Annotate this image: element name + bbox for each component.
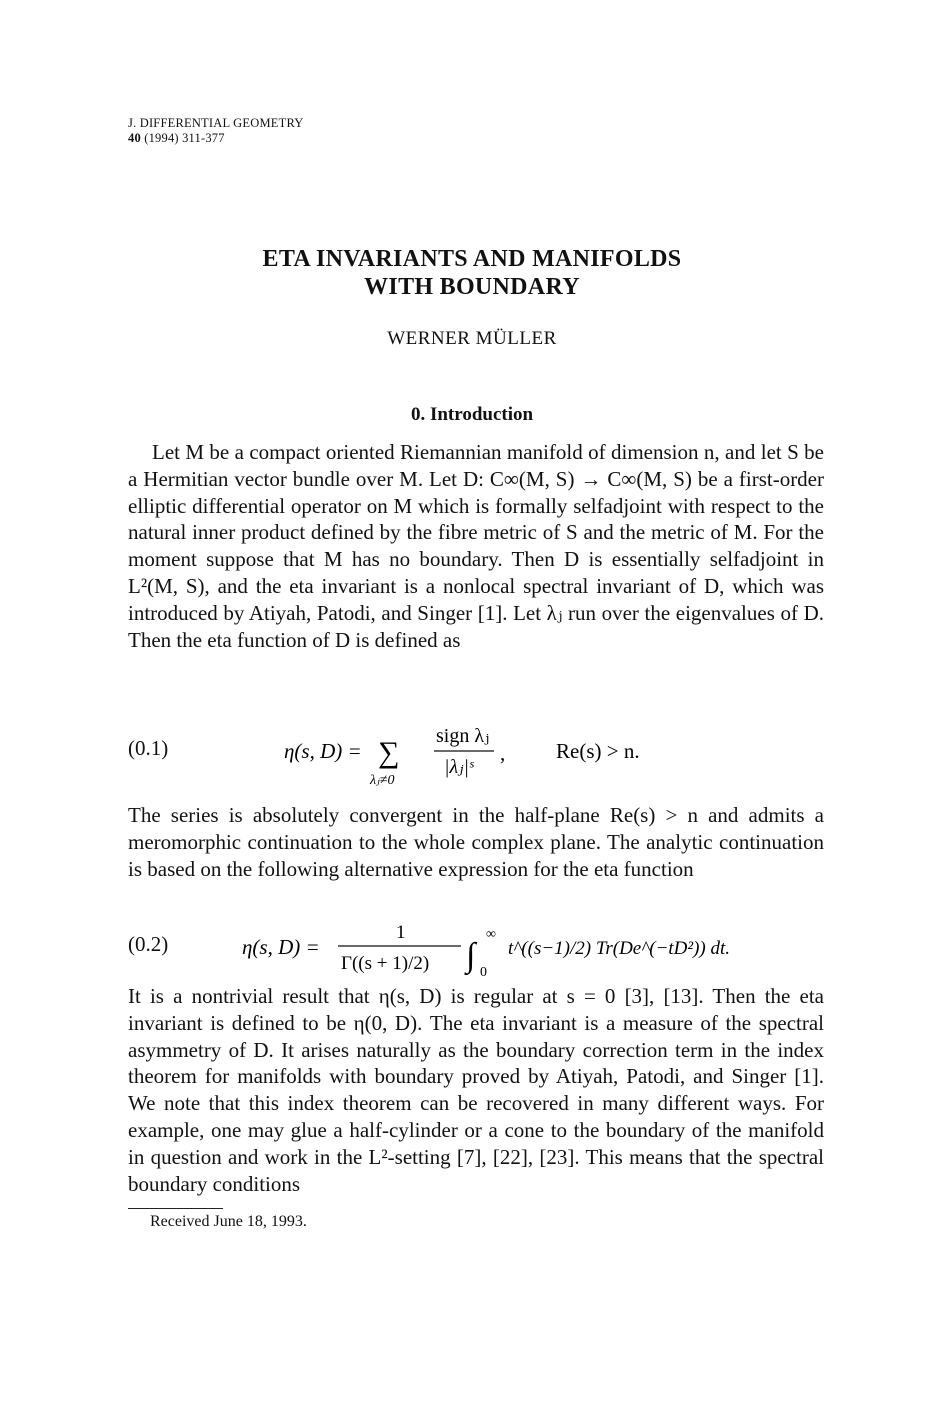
eq1-condition: Re(s) > n. [556, 739, 640, 763]
received-date-footnote: Received June 18, 1993. [150, 1213, 307, 1230]
intro-paragraph-1: Let M be a compact oriented Riemannian manifold of dimension n, and let S be a Hermitian vector bundle over M. Let D: C∞(M, S) → C∞(M, S) be a first-order elliptic differential operator on M which is formally selfadjoint with respect to the natural inner product defined by the fibre metric of S and the metric of M. For the moment suppose that M has no boundary. Then D is essentially selfadjoint in L²(M, S), and the eta invariant is a nonlocal spectral invariant of D, which was introduced by Atiyah, Patodi, and Singer [1]. Let λⱼ run over the eigenvalues of D. Then the eta function of D is defined as [128, 440, 824, 652]
eq1-comma: , [500, 741, 506, 765]
eq2-integral-symbol: ∫ [466, 937, 476, 974]
section-heading: 0. Introduction [410, 404, 534, 425]
equation-label-0-1: (0.1) [128, 736, 169, 760]
equation-0-1-math [264, 718, 824, 788]
eq1-sum-symbol: ∑ [378, 736, 400, 769]
author-name: WERNER MÜLLER [387, 328, 557, 349]
journal-issue-info: (1994) 311-377 [140, 131, 225, 145]
journal-name: J. DIFFERENTIAL GEOMETRY [128, 116, 304, 130]
title-line-2: WITH BOUNDARY [364, 274, 580, 300]
journal-header [128, 116, 304, 146]
equation-0-1 [128, 718, 824, 788]
eq2-numerator: 1 [396, 922, 406, 943]
journal-volume: 40 [128, 131, 141, 145]
eq1-denominator: |λⱼ|ˢ [444, 756, 474, 778]
intro-paragraph-3: It is a nontrivial result that η(s, D) is regular at s = 0 [3], [13]. Then the eta invariant is defined to be η(0, D). The eta invariant is a measure of the spectral asymmetry of D. It arises naturally as the boundary correction term in the index theorem for manifolds with boundary proved by Atiyah, Patodi, and Singer [1]. We note that this index theorem can be recovered in many different ways. For example, one may glue a half-cylinder or a cone to the boundary of the manifold in question and work in the L²-setting [7], [22], [23]. This means that the spectral boundary conditions [128, 984, 824, 1196]
eq2-lower-limit: 0 [480, 965, 487, 978]
equation-0-2-math [228, 918, 828, 978]
eq2-integrand: t^((s−1)/2) Tr(De^(−tD²)) dt. [508, 938, 731, 959]
equation-label-0-2: (0.2) [128, 932, 169, 956]
journal-volume-line [128, 131, 304, 146]
eq2-lhs: η(s, D) = [242, 935, 320, 959]
eq2-denominator: Γ((s + 1)/2) [341, 953, 430, 974]
title-line-1: ETA INVARIANTS AND MANIFOLDS [262, 246, 682, 272]
footnote-rule [128, 1208, 223, 1209]
eq2-upper-limit: ∞ [486, 927, 496, 942]
intro-paragraph-2: The series is absolutely convergent in the half-plane Re(s) > n and admits a meromorphic continuation to the whole complex plane. The analytic continuation is based on the following alternative expression for the eta function [128, 803, 824, 881]
eq1-numerator: sign λⱼ [436, 725, 490, 747]
paper-title [0, 245, 944, 301]
eq1-sum-index: λⱼ≠0 [370, 773, 395, 788]
eq1-lhs: η(s, D) = [284, 739, 362, 763]
equation-0-2 [128, 918, 824, 978]
